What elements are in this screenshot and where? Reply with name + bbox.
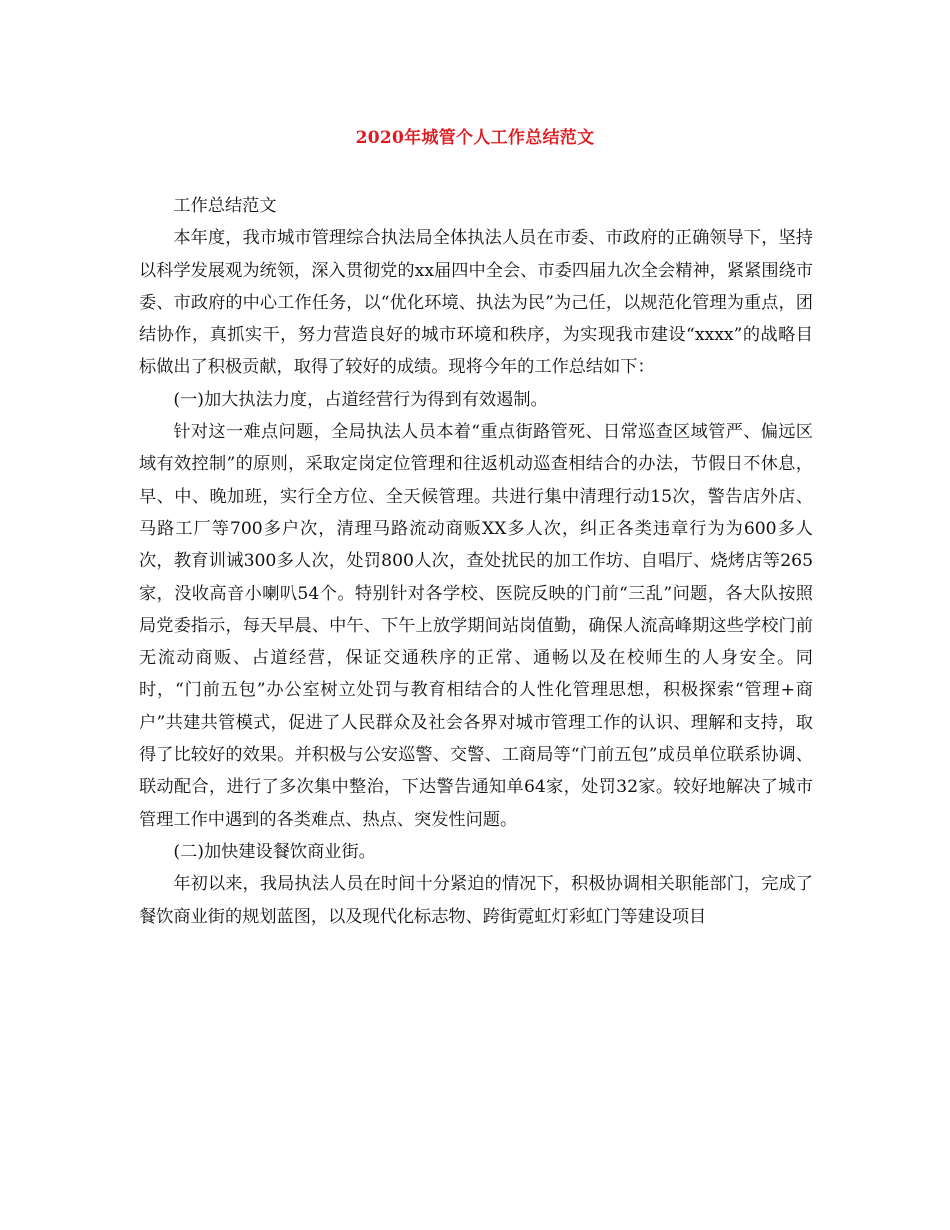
paragraph-section-1: 针对这一难点问题，全局执法人员本着“重点街路管死、日常巡查区域管严、偏远区域有效控制”的原则，采取定岗定位管理和往返机动巡查相结合的办法，节假日不休息，早、中、晚加班，实行全方位、全天候管理。共进行集中清理行动15次，警告店外店、马路工厂等700多户次，清理马路流动商贩XX多人次，纠正各类违章行为为600多人次，教育训诫300多人次，处罚800人次，查处扰民的加工作坊、自唱厅、烧烤店等265家，没收高音小喇叭54个。特别针对各学校、医院反映的门前“三乱”问题，各大队按照局党委指示，每天早晨、中午、下午上放学期间站岗值勤，确保人流高峰期这些学校门前无流动商贩、占道经营，保证交通秩序的正常、通畅以及在校师生的人身安全。同时，“门前五包”办公室树立处罚与教育相结合的人性化管理思想，积极探索“管理+商户”共建共管模式，促进了人民群众及社会各界对城市管理工作的认识、理解和支持，取得了比较好的效果。并积极与公安巡警、交警、工商局等“门前五包”成员单位联系协调、联动配合，进行了多次集中整治，下达警告通知单64家，处罚32家。较好地解决了城市管理工作中遇到的各类难点、热点、突发性问题。 — [139, 422, 813, 830]
section-heading-2: (二)加快建设餐饮商业街。 — [173, 841, 376, 862]
section-heading-1: (一)加大执法力度，占道经营行为得到有效遏制。 — [173, 389, 548, 410]
paragraph-section-2: 年初以来，我局执法人员在时间十分紧迫的情况下，积极协调相关职能部门，完成了餐饮商业街的规划蓝图，以及现代化标志物、跨街霓虹灯彩虹门等建设项目 — [139, 874, 813, 927]
document-title: 2020年城管个人工作总结范文 — [355, 128, 595, 148]
paragraph-heading: 工作总结范文 — [173, 196, 277, 216]
document-body — [139, 190, 813, 933]
paragraph-intro: 本年度，我市城市管理综合执法局全体执法人员在市委、市政府的正确领导下，坚持以科学发展观为统领，深入贯彻党的xx届四中全会、市委四届九次全会精神，紧紧围绕市委、市政府的中心工作任务，以“优化环境、执法为民”为己任，以规范化管理为重点，团结协作，真抓实干，努力营造良好的城市环境和秩序，为实现我市建设“xxxx”的战略目标做出了积极贡献，取得了较好的成绩。现将今年的工作总结如下： — [139, 228, 813, 378]
